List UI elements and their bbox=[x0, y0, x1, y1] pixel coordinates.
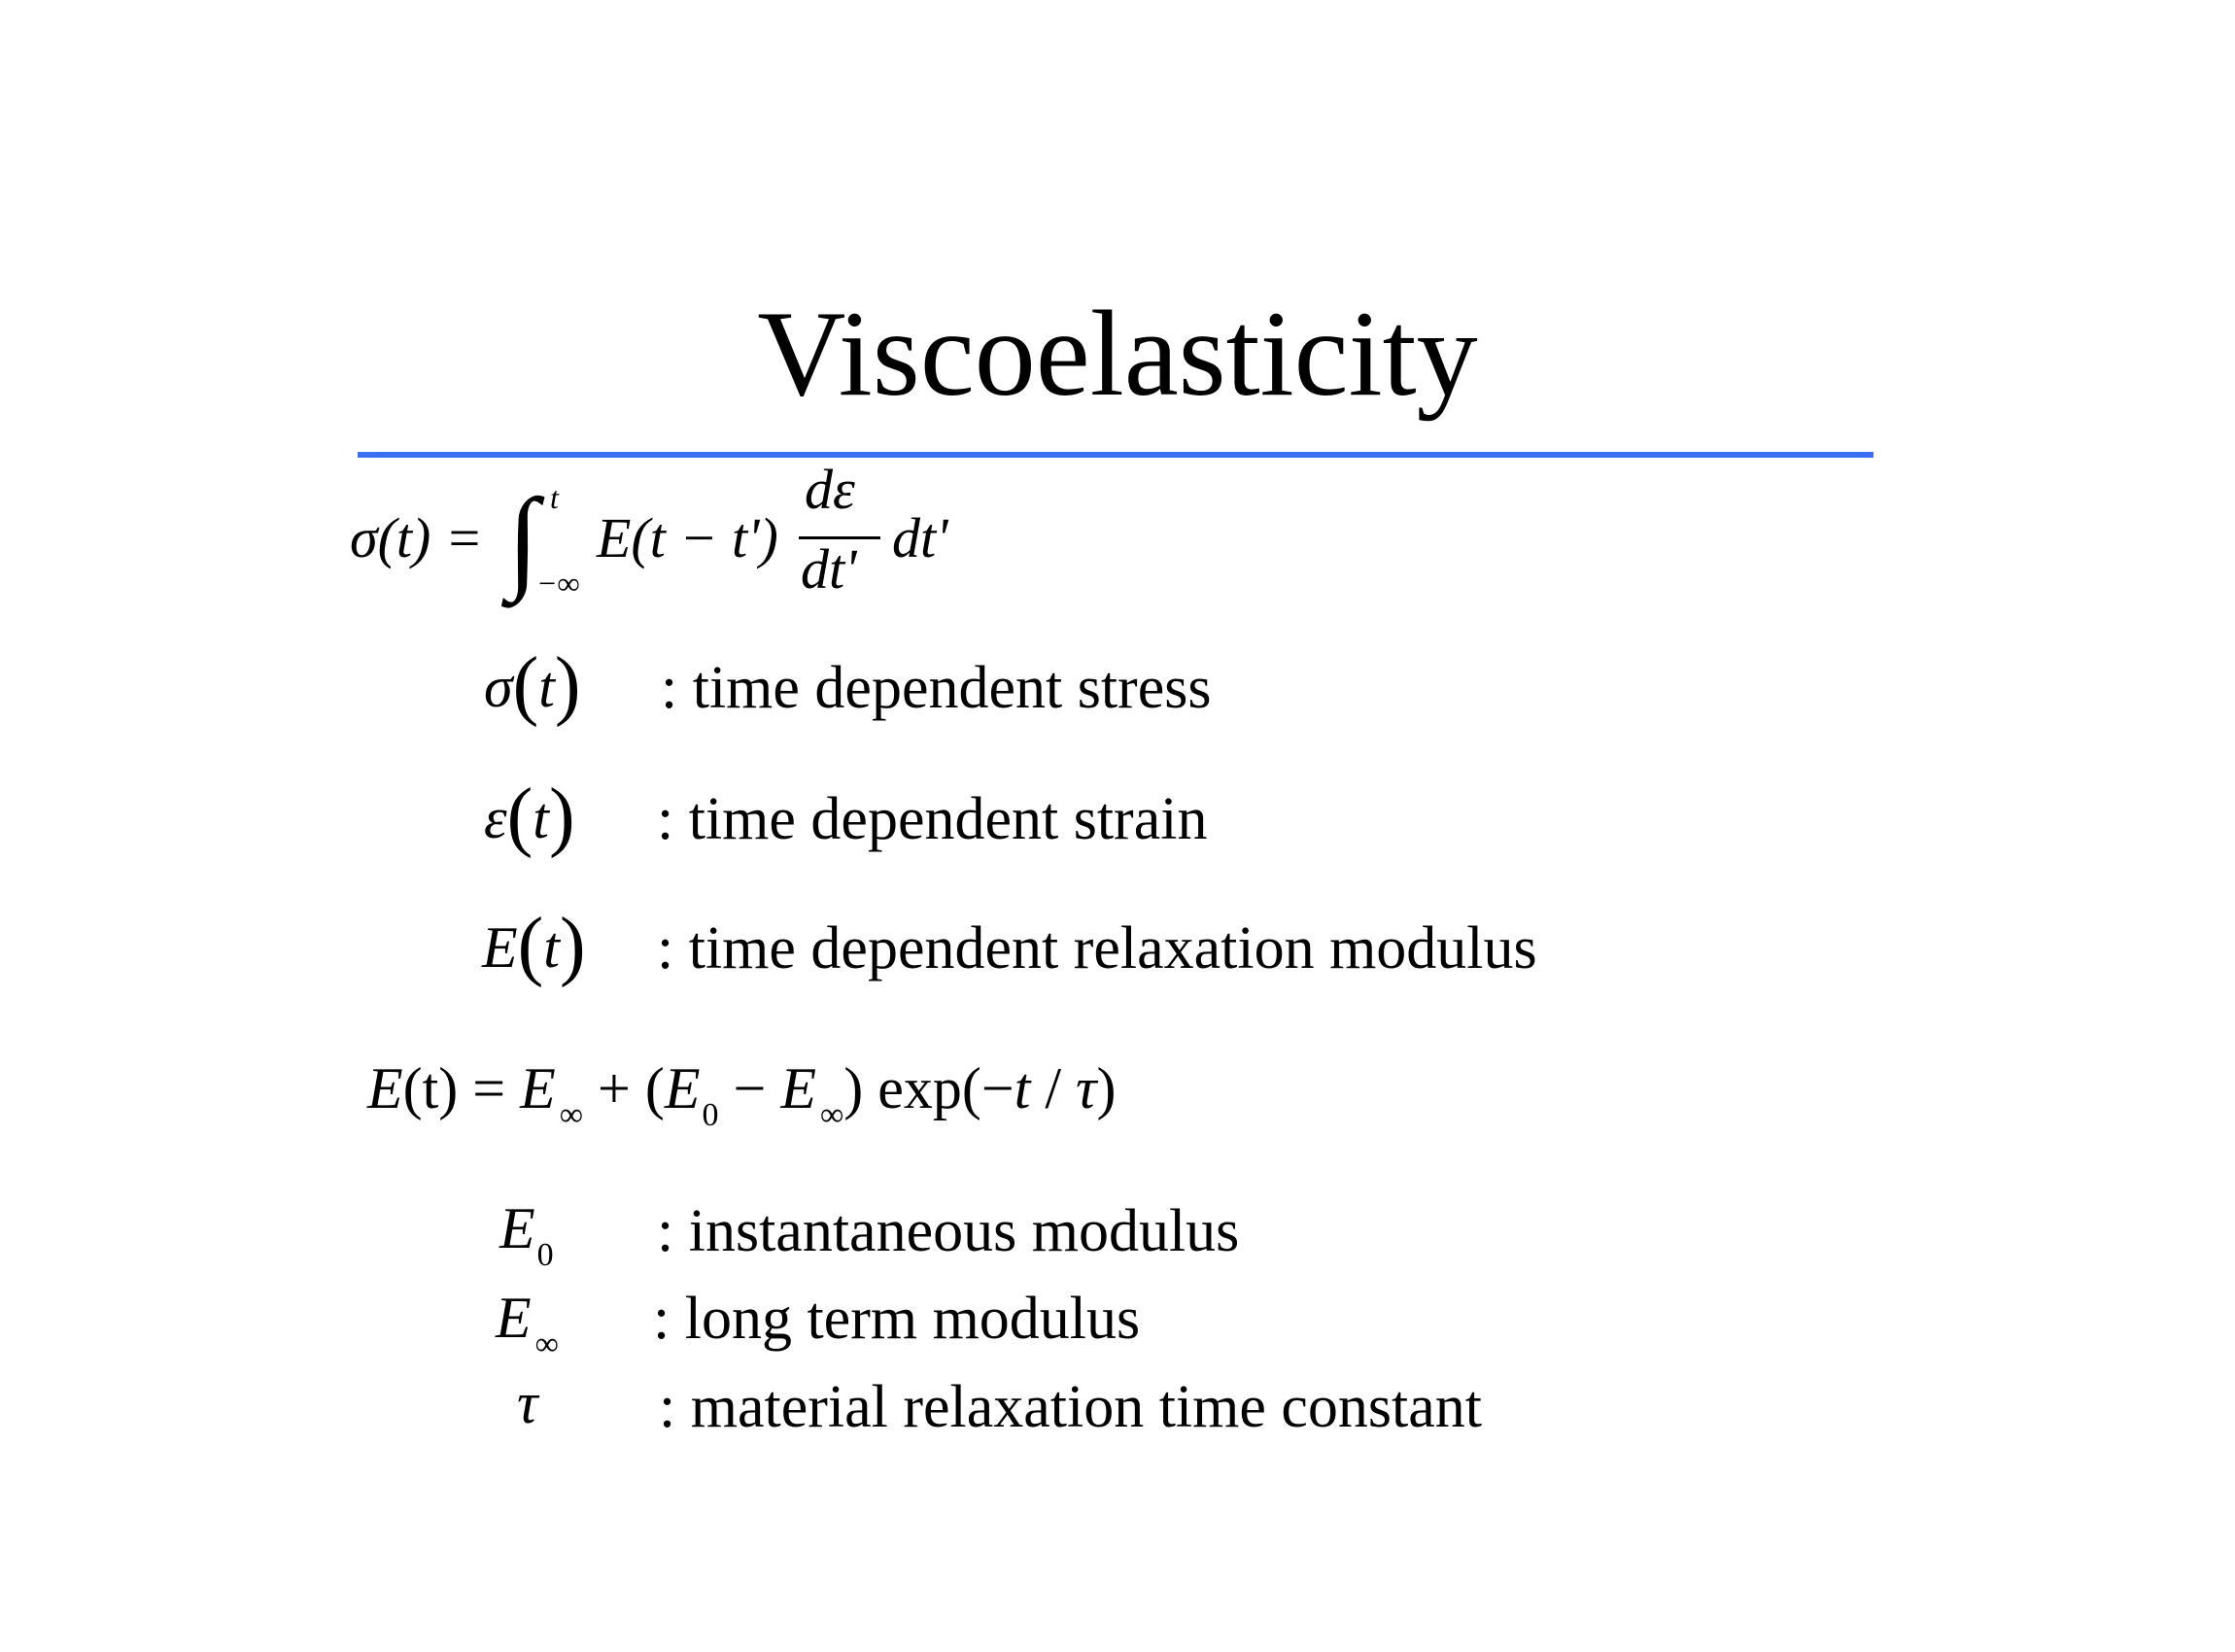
eq2-sub-inf-1: ∞ bbox=[559, 1097, 584, 1133]
eq2-t: t bbox=[1014, 1056, 1031, 1120]
symbol-instantaneous-modulus bbox=[499, 1195, 554, 1274]
symbol-Einf-sub: ∞ bbox=[534, 1326, 559, 1362]
symbol-strain-letter: ε bbox=[484, 786, 507, 850]
symbol-modulus-arg: t bbox=[543, 915, 560, 980]
eq2-E: E bbox=[367, 1056, 403, 1120]
eq2-E-zero: E bbox=[664, 1056, 701, 1120]
eq2-sub-inf-2: ∞ bbox=[820, 1097, 844, 1133]
eq2-E-inf-2: E bbox=[780, 1056, 817, 1120]
eq2-close: ) bbox=[1096, 1056, 1117, 1120]
relaxation-modulus-equation bbox=[367, 1050, 1117, 1154]
definition-strain: : time dependent strain bbox=[657, 786, 1208, 852]
symbol-modulus-letter: E bbox=[482, 915, 518, 980]
definition-long-term-modulus: : long term modulus bbox=[653, 1286, 1141, 1352]
title-underline bbox=[358, 452, 1874, 458]
symbol-tau-letter: τ bbox=[517, 1371, 538, 1435]
eq1-tail: dt' bbox=[892, 506, 948, 569]
eq2-arg: (t) = bbox=[402, 1056, 521, 1120]
symbol-stress-arg: t bbox=[538, 655, 555, 719]
integral-sign: ∫ bbox=[507, 475, 539, 602]
eq2-E-inf: E bbox=[520, 1056, 556, 1120]
eq2-tau: τ bbox=[1076, 1056, 1097, 1120]
definition-relaxation-modulus: : time dependent relaxation modulus bbox=[657, 915, 1537, 981]
symbol-time-constant bbox=[517, 1370, 537, 1437]
symbol-E0-letter: E bbox=[499, 1196, 535, 1260]
eq1-fraction-denominator: dt' bbox=[801, 537, 857, 601]
definition-instantaneous-modulus: : instantaneous modulus bbox=[657, 1198, 1240, 1264]
symbol-stress: σ(t) bbox=[484, 642, 581, 728]
symbol-long-term-modulus bbox=[496, 1285, 559, 1363]
eq1-fraction-numerator: dε bbox=[805, 458, 855, 521]
definition-time-constant: : material relaxation time constant bbox=[659, 1374, 1483, 1440]
eq1-lhs: σ(t) = bbox=[350, 506, 483, 569]
slide-title: Viscoelasticity bbox=[757, 287, 1478, 422]
symbol-relaxation-modulus: E(t) bbox=[482, 903, 586, 988]
eq2-slash: / bbox=[1030, 1056, 1077, 1120]
symbol-strain: ε(t) bbox=[484, 774, 575, 859]
symbol-strain-arg: t bbox=[533, 786, 549, 850]
integral-lower-limit: −∞ bbox=[536, 566, 580, 601]
integral-upper-limit: t bbox=[550, 480, 559, 515]
eq2-sub-zero: 0 bbox=[702, 1097, 719, 1133]
definition-stress: : time dependent stress bbox=[661, 655, 1212, 721]
symbol-Einf-letter: E bbox=[496, 1286, 532, 1350]
eq2-plus: + ( bbox=[583, 1056, 665, 1120]
symbol-E0-sub: 0 bbox=[536, 1237, 554, 1273]
stress-integral-equation bbox=[350, 458, 1224, 630]
eq2-exp: ) exp(− bbox=[843, 1056, 1014, 1120]
eq2-minus: − bbox=[718, 1056, 781, 1120]
symbol-stress-letter: σ bbox=[484, 655, 513, 719]
eq1-kernel: E(t − t') bbox=[597, 506, 778, 569]
